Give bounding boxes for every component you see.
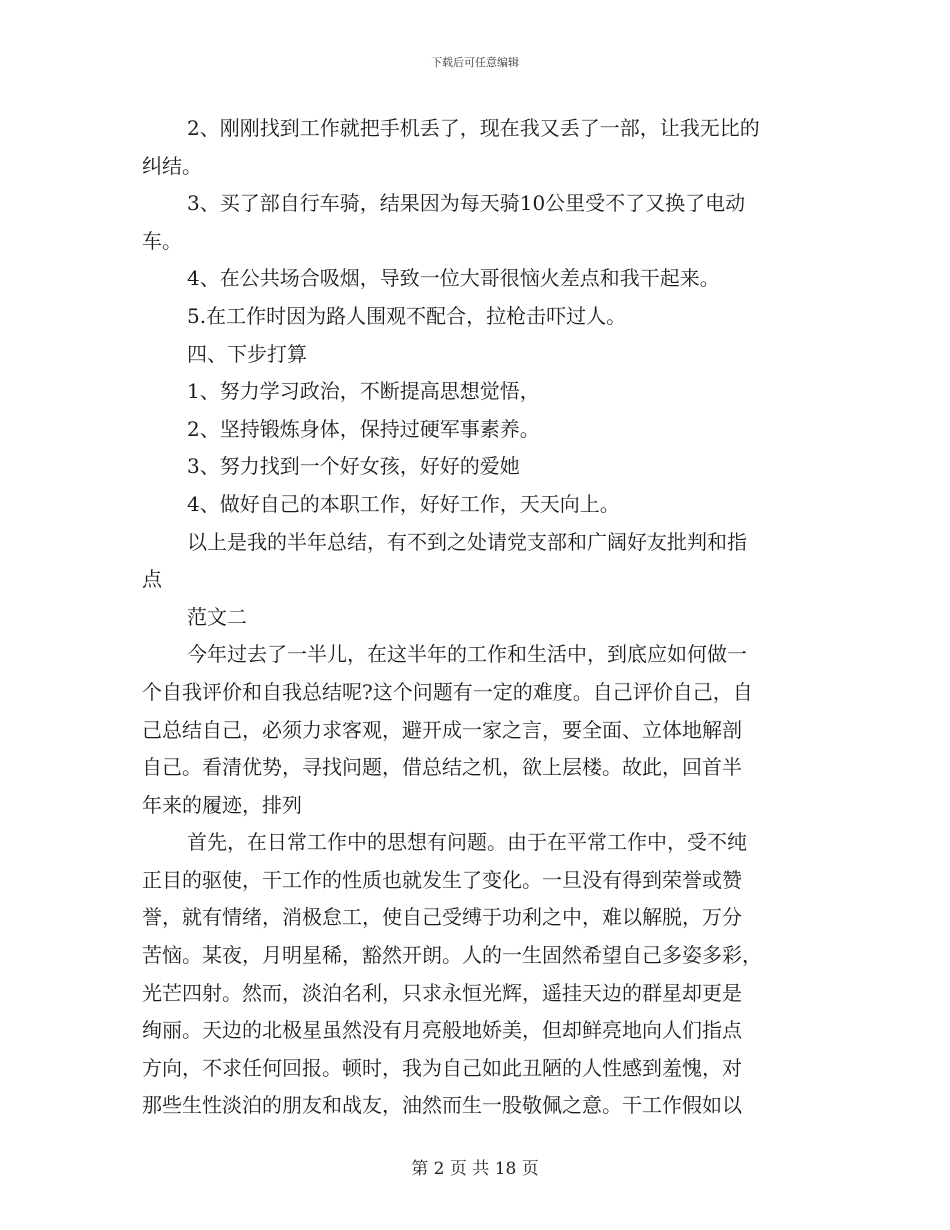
text-line: 2、坚持锻炼身体，保持过硬军事素养。 — [187, 416, 540, 441]
text-line: 4、在公共场合吸烟，导致一位大哥很恼火差点和我干起来。 — [187, 266, 720, 291]
document-body — [142, 110, 808, 1125]
text-line: 今年过去了一半儿，在这半年的工作和生活中，到底应如何做一 — [187, 642, 747, 667]
text-line: 己总结自己，必须力求客观，避开成一家之言，要全面、立体地解剖 — [142, 717, 742, 742]
text-line: 范文二 — [187, 604, 247, 629]
text-line: 正目的驱使，干工作的性质也就发生了变化。一旦没有得到荣誉或赞 — [142, 867, 742, 892]
text-line: 以上是我的半年总结，有不到之处请党支部和广阔好友批判和指 — [187, 529, 747, 554]
text-line: 3、买了部自行车骑，结果因为每天骑10公里受不了又换了电动 — [187, 191, 746, 216]
text-line: 车。 — [142, 228, 182, 253]
text-line: 2、刚刚找到工作就把手机丢了，现在我又丢了一部，让我无比的 — [187, 116, 760, 140]
text-line: 3、努力找到一个好女孩，好好的爱她 — [187, 454, 520, 479]
text-line: 苦恼。某夜，月明星稀，豁然开朗。人的一生固然希望自己多姿多彩， — [142, 943, 762, 968]
text-line: 绚丽。天边的北极星虽然没有月亮般地娇美，但却鲜亮地向人们指点 — [142, 1018, 742, 1043]
text-line: 方向，不求任何回报。顿时，我为自己如此丑陋的人性感到羞愧，对 — [142, 1055, 742, 1080]
text-line: 四、下步打算 — [187, 341, 307, 366]
text-line: 5.在工作时因为路人围观不配合，拉枪击吓过人。 — [187, 303, 627, 328]
text-line: 纠结。 — [142, 153, 202, 178]
page-header: 下载后可任意编辑 — [431, 56, 519, 69]
text-line: 那些生性淡泊的朋友和战友，油然而生一股敬佩之意。干工作假如以 — [142, 1093, 742, 1118]
text-line: 首先，在日常工作中的思想有问题。由于在平常工作中，受不纯 — [187, 830, 747, 855]
text-line: 4、做好自己的本职工作，好好工作，天天向上。 — [187, 491, 620, 516]
page-number-footer: 第 2 页 共 18 页 — [411, 1159, 539, 1179]
text-line: 誉，就有情绪，消极怠工，使自己受缚于功利之中，难以解脱，万分 — [142, 905, 742, 930]
text-line: 自己。看清优势，寻找问题，借总结之机，欲上层楼。故此，回首半 — [142, 755, 742, 780]
text-line: 个自我评价和自我总结呢?这个问题有一定的难度。自己评价自己，自 — [142, 679, 753, 704]
text-line: 年来的履迹，排列 — [142, 792, 302, 817]
text-line: 光芒四射。然而，淡泊名利，只求永恒光辉，遥挂天边的群星却更是 — [142, 980, 742, 1005]
text-line: 1、努力学习政治，不断提高思想觉悟， — [187, 379, 540, 404]
text-line: 点 — [142, 567, 162, 592]
